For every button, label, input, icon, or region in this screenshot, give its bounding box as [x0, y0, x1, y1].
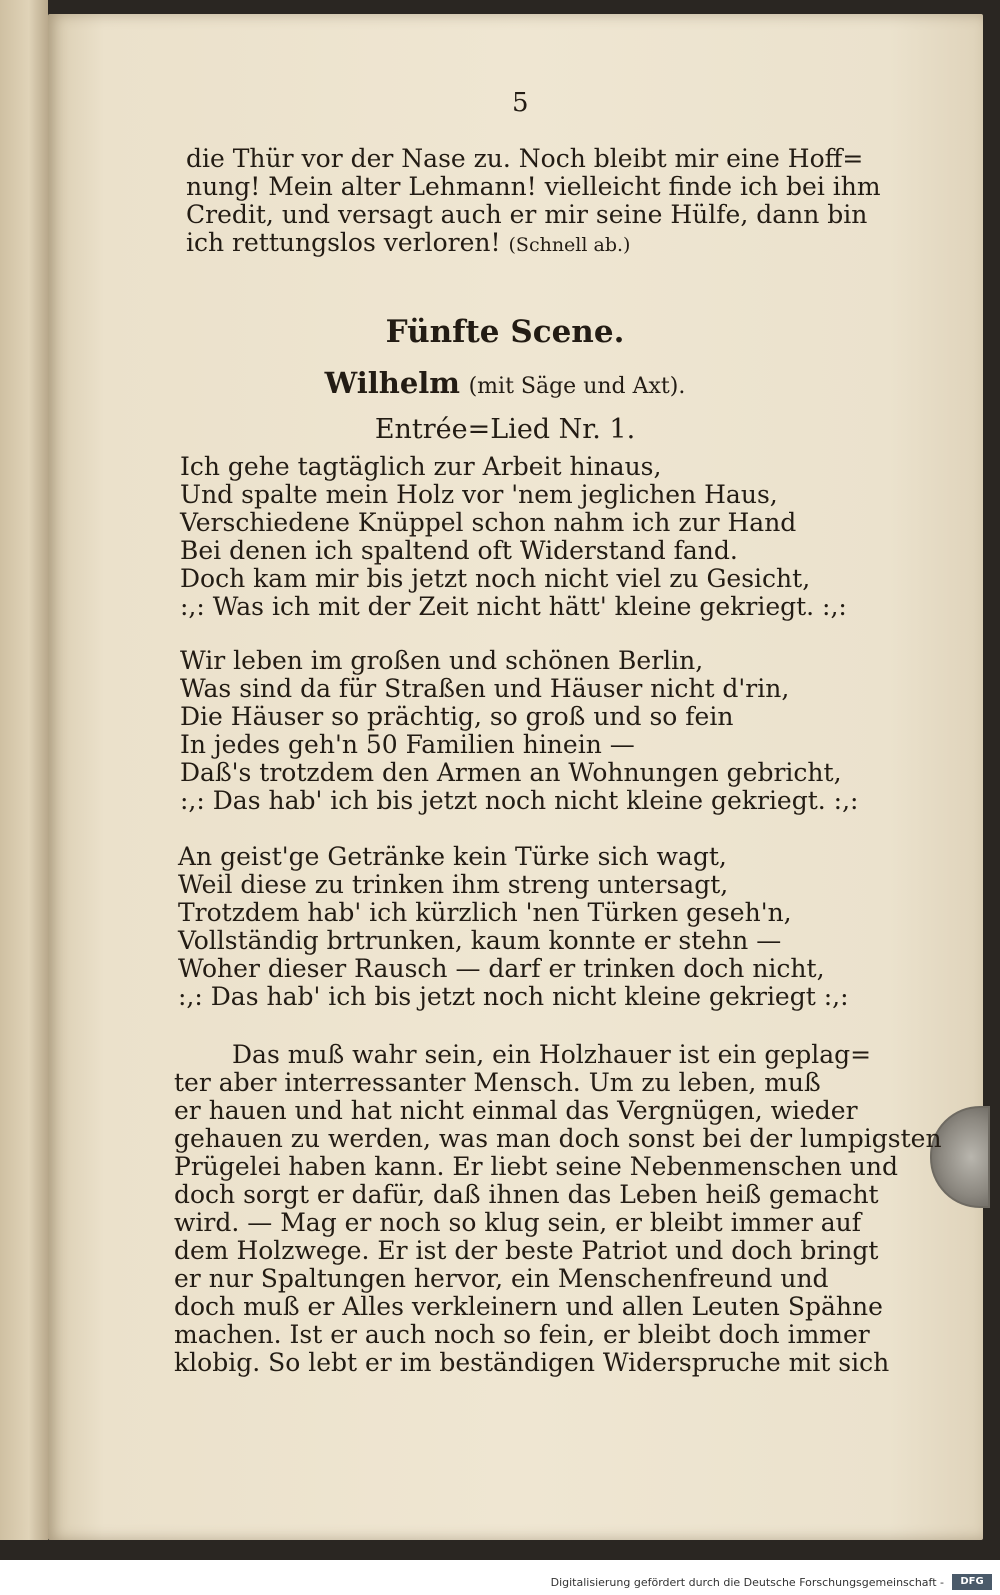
text-fragment: ich rettungslos verloren! [186, 228, 501, 257]
footer-credit: Digitalisierung gefördert durch die Deutsche Forschungsgemeinschaft - [550, 1576, 944, 1589]
prose-line: doch sorgt er dafür, daß ihnen das Leben heiß gemacht [174, 1180, 879, 1209]
prose-line: er hauen und hat nicht einmal das Vergnügen, wieder [174, 1096, 858, 1125]
song-title: Entrée=Lied Nr. 1. [374, 414, 636, 445]
verse-line: Weil diese zu trinken ihm streng untersagt, [178, 870, 729, 899]
stage-direction: (Schnell ab.) [508, 234, 631, 256]
scene-title: Fünfte Scene. [385, 314, 625, 350]
character-name: Wilhelm [324, 366, 460, 400]
page-number: 5 [512, 88, 529, 118]
verse-line: Vollständig brtrunken, kaum konnte er stehn — [178, 926, 782, 955]
verse-line: Die Häuser so prächtig, so groß und so fein [180, 702, 734, 731]
prose-line: gehauen zu werden, was man doch sonst bei der lumpigsten [174, 1124, 942, 1153]
text-line: die Thür vor der Nase zu. Noch bleibt mir eine Hoff= [186, 144, 864, 173]
prose-line: machen. Ist er auch noch so fein, er bleibt doch immer [174, 1320, 870, 1349]
text-line: nung! Mein alter Lehmann! vielleicht finde ich bei ihm [186, 172, 881, 201]
prose-line: klobig. So lebt er im beständigen Widerspruche mit sich [174, 1348, 890, 1377]
character-direction: (mit Säge und Axt). [468, 374, 686, 399]
character-line [0, 366, 1000, 400]
verse-line: Daß's trotzdem den Armen an Wohnungen gebricht, [180, 758, 842, 787]
verse-line: Wir leben im großen und schönen Berlin, [180, 646, 704, 675]
verse-line: :,: Das hab' ich bis jetzt noch nicht kleine gekriegt. :,: [180, 786, 859, 815]
verse-line: :,: Das hab' ich bis jetzt noch nicht kleine gekriegt :,: [178, 982, 849, 1011]
dfg-logo: DFG [952, 1574, 992, 1590]
verse-line: :,: Was ich mit der Zeit nicht hätt' kleine gekriegt. :,: [180, 592, 847, 621]
footer-bar [0, 1560, 1000, 1595]
prose-line: doch muß er Alles verkleinern und allen Leuten Spähne [174, 1292, 883, 1321]
prose-line: Das muß wahr sein, ein Holzhauer ist ein geplag= [232, 1040, 872, 1069]
prose-line: dem Holzwege. Er ist der beste Patriot und doch bringt [174, 1236, 879, 1265]
verse-line: Ich gehe tagtäglich zur Arbeit hinaus, [180, 452, 662, 481]
prose-line: wird. — Mag er noch so klug sein, er bleibt immer auf [174, 1208, 862, 1237]
verse-line: Und spalte mein Holz vor 'nem jeglichen Haus, [180, 480, 778, 509]
text-line [186, 228, 630, 260]
verse-line: Trotzdem hab' ich kürzlich 'nen Türken geseh'n, [178, 898, 792, 927]
verse-line: An geist'ge Getränke kein Türke sich wagt, [178, 842, 727, 871]
verse-line: Verschiedene Knüppel schon nahm ich zur Hand [180, 508, 797, 537]
verse-line: Was sind da für Straßen und Häuser nicht d'rin, [180, 674, 790, 703]
verse-line: Doch kam mir bis jetzt noch nicht viel zu Gesicht, [180, 564, 811, 593]
verse-line: In jedes geh'n 50 Familien hinein — [180, 730, 635, 759]
text-line: Credit, und versagt auch er mir seine Hülfe, dann bin [186, 200, 868, 229]
prose-line: Prügelei haben kann. Er liebt seine Nebenmenschen und [174, 1152, 898, 1181]
verse-line: Woher dieser Rausch — darf er trinken doch nicht, [178, 954, 825, 983]
prose-line: ter aber interressanter Mensch. Um zu leben, muß [174, 1068, 821, 1097]
verse-line: Bei denen ich spaltend oft Widerstand fand. [180, 536, 738, 565]
prose-line: er nur Spaltungen hervor, ein Menschenfreund und [174, 1264, 829, 1293]
